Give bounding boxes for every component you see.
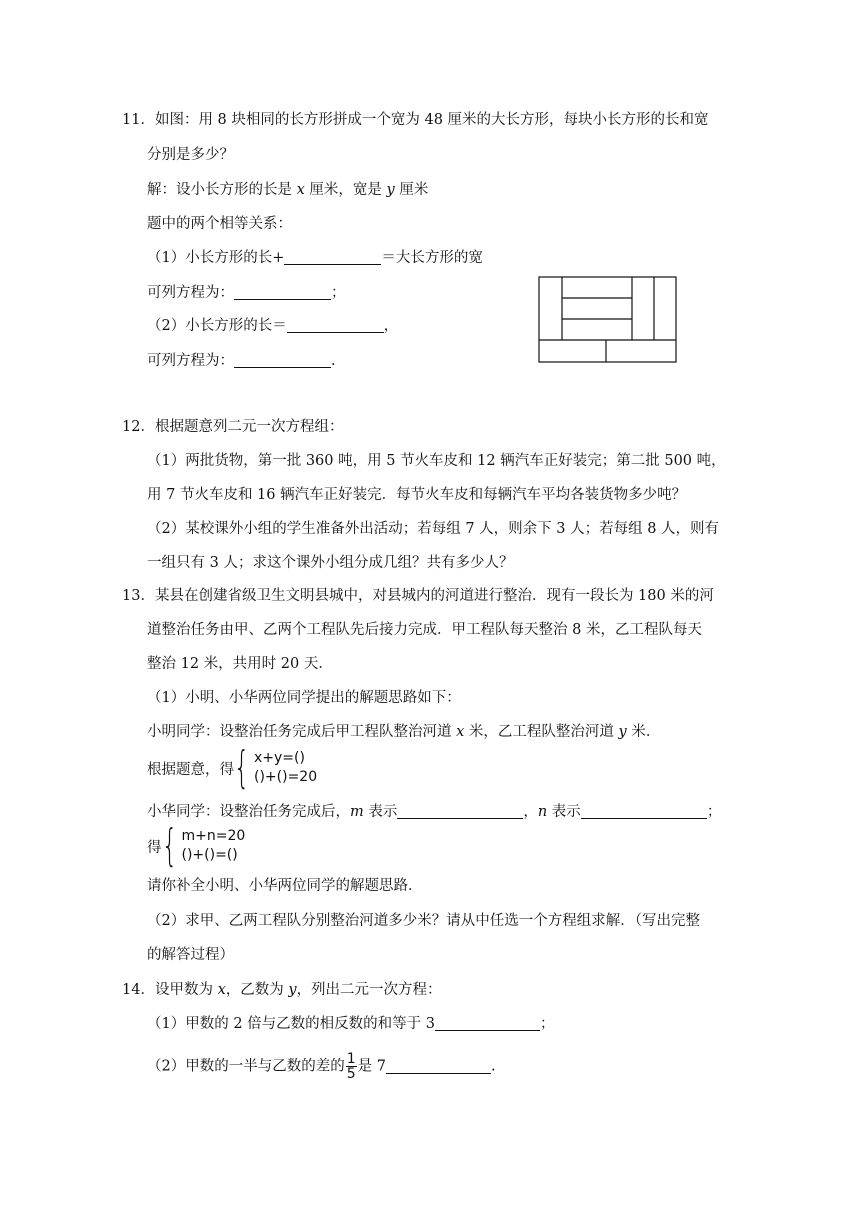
q12-part1-line1: （1）两批货物，第一批 360 吨，用 5 节火车皮和 12 辆汽车正好装完；第二批 500 吨， — [147, 453, 726, 469]
answer-blank[interactable] — [397, 803, 523, 819]
answer-blank[interactable] — [581, 803, 707, 819]
q11-title-line1: 11．如图：用 8 块相同的长方形拼成一个宽为 48 厘米的大长方形，每块小长方形的长和宽 — [122, 112, 709, 128]
q13-part2-line1: （2）求甲、乙两工程队分别整治河道多少米？请从中任选一个方程组求解．（写出完整 — [147, 913, 700, 929]
answer-blank[interactable] — [386, 1058, 491, 1074]
q12-part1-line2: 用 7 节火车皮和 16 辆汽车正好装完．每节火车皮和每辆汽车平均各装货物多少吨？ — [147, 487, 687, 503]
equation-row: m+n=20 — [181, 828, 246, 844]
left-brace: { — [234, 742, 250, 793]
q13-xiaohua-system — [147, 820, 246, 871]
q13-part1: （1）小明、小华两位同学提出的解题思路如下： — [147, 690, 461, 706]
q13-text-line2: 道整治任务由甲、乙两个工程队先后接力完成．甲工程队每天整治 8 米，乙工程队每天 — [147, 622, 702, 638]
answer-blank[interactable] — [287, 317, 384, 333]
q14-part1: （1）甲数的 2 倍与乙数的相反数的和等于 3 ； — [147, 1016, 555, 1032]
q13-text-line1: 13．某县在创建省级卫生文明县城中，对县城内的河道进行整治．现有一段长为 180 米的河 — [122, 588, 714, 604]
q14-title: 14．设甲数为 x，乙数为 y，列出二元一次方程： — [122, 982, 442, 998]
q13-text-line3: 整治 12 米，共用时 20 天． — [147, 656, 333, 672]
equation-row: ()+()=() — [181, 847, 238, 863]
q11-title-line2: 分别是多少？ — [147, 147, 234, 163]
q11-equation-2: 可列方程为： . — [147, 353, 336, 369]
q13-xiaohua-setup: 小华同学：设整治任务完成后，m 表示 ，n 表示 ； — [147, 804, 722, 820]
q11-relation-1: （1）小长方形的长+ ＝大长方形的宽 — [147, 250, 483, 266]
q12-title: 12．根据题意列二元一次方程组： — [122, 419, 344, 435]
answer-blank[interactable] — [435, 1015, 540, 1031]
left-brace: { — [161, 820, 177, 871]
answer-blank[interactable] — [234, 352, 331, 368]
q11-relation-2: （2）小长方形的长＝ ， — [147, 318, 399, 334]
q14-part2: （2）甲数的一半与乙数的差的 $\frac{1}{5}$ 是 7 . — [147, 1051, 496, 1082]
q11-equation-1: 可列方程为： ； — [147, 285, 346, 301]
fraction-one-fifth: $\frac{1}{5}$ — [346, 1051, 356, 1082]
equation-row: x+y=() — [254, 750, 305, 766]
answer-blank[interactable] — [284, 249, 381, 265]
equation-row: ()+()=20 — [254, 769, 318, 785]
system-lead-text: 得 — [147, 839, 162, 856]
system-lead-text: 根据题意，得 — [147, 761, 234, 778]
q13-part2-line2: 的解答过程） — [147, 947, 234, 963]
answer-blank[interactable] — [234, 284, 331, 300]
q12-part2-line1: （2）某校课外小组的学生准备外出活动；若每组 7 人，则余下 3 人；若每组 8 人，则有 — [147, 521, 720, 537]
q13-ask: 请你补全小明、小华两位同学的解题思路． — [147, 878, 423, 894]
q11-relations-heading: 题中的两个相等关系： — [147, 216, 292, 232]
q11-solution-setup: 解：设小长方形的长是 x 厘米，宽是 y 厘米 — [147, 182, 429, 198]
q11-rectangle-figure — [538, 276, 678, 364]
q13-xiaoming-system — [147, 742, 318, 793]
q12-part2-line2: 一组只有 3 人；求这个课外小组分成几组？共有多少人？ — [147, 555, 514, 571]
q13-xiaoming-setup: 小明同学：设整治任务完成后甲工程队整治河道 x 米，乙工程队整治河道 y 米． — [147, 724, 661, 740]
